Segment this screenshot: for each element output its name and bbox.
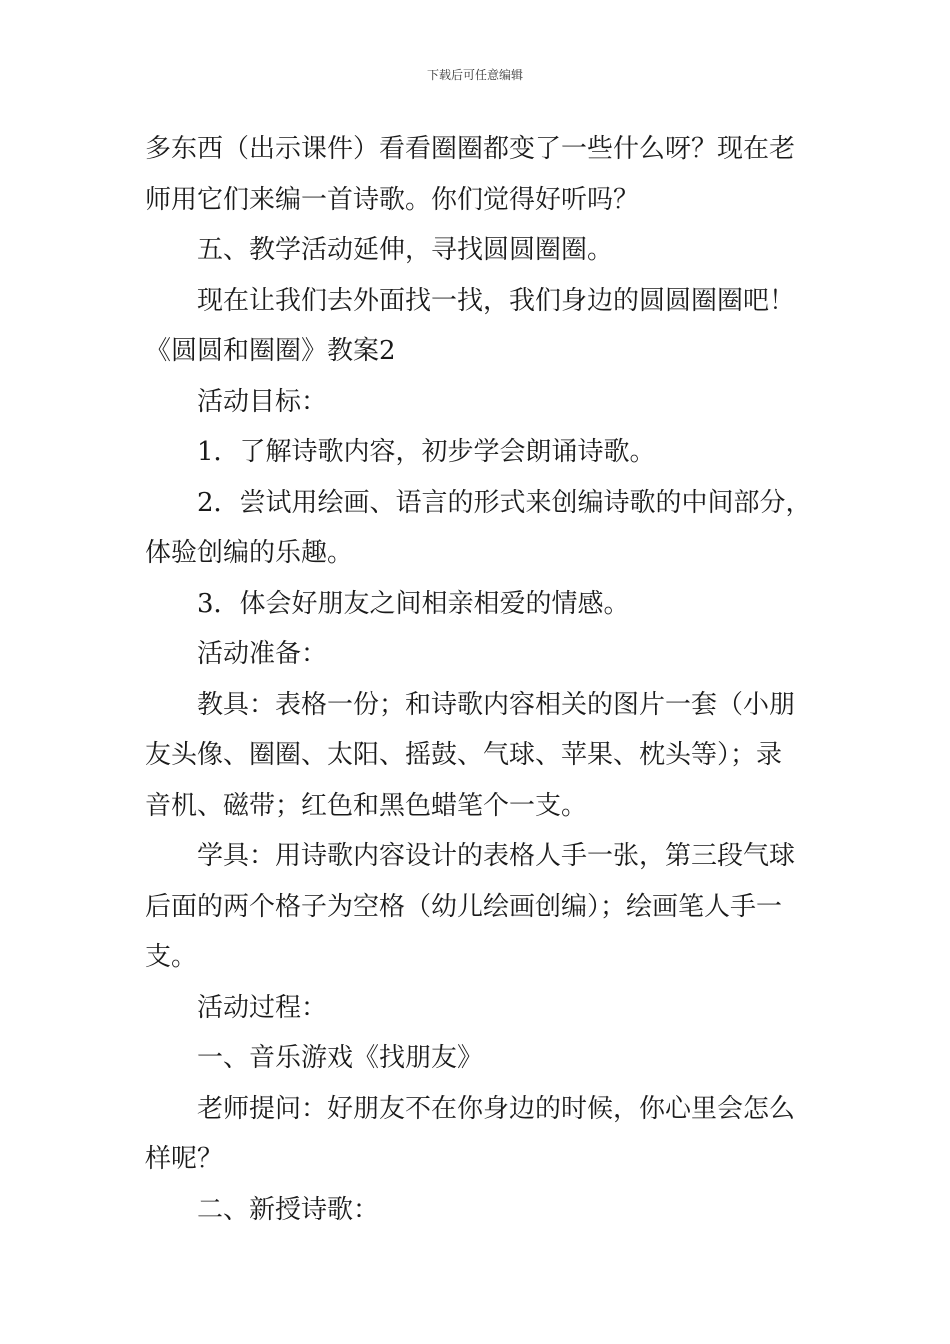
text-line: 样呢？ [145,1144,224,1174]
list-item: 1．了解诗歌内容，初步学会朗诵诗歌。 [197,437,656,467]
text-line: 现在让我们去外面找一找，我们身边的圆圆圈圈吧！ [197,285,796,316]
section-heading: 五、教学活动延伸，寻找圆圆圈圈。 [197,235,614,265]
section-heading: 活动目标： [197,386,328,417]
section-heading: 活动过程： [197,992,328,1023]
document-body [145,124,810,1235]
text-line: 多东西（出示课件）看看圈圈都变了一些什么呀？现在老 [145,134,796,164]
text-line: 体验创编的乐趣。 [145,538,354,568]
text-line: 支。 [145,942,198,972]
document-title: 《圆圆和圈圈》教案2 [145,336,396,366]
section-heading: 活动准备： [197,639,328,669]
text-line: 教具：表格一份；和诗歌内容相关的图片一套（小朋 [197,689,796,720]
list-item: 3．体会好朋友之间相亲相爱的情感。 [197,588,630,619]
page-header-note: 下载后可任意编辑 [426,68,523,82]
text-line: 学具：用诗歌内容设计的表格人手一张，第三段气球 [197,841,796,871]
text-line: 师用它们来编一首诗歌。你们觉得好听吗？ [145,184,640,215]
text-line: 友头像、圈圈、太阳、摇鼓、气球、苹果、枕头等）；录 [145,740,783,770]
list-item: 2．尝试用绘画、语言的形式来创编诗歌的中间部分， [197,487,812,518]
section-heading: 二、新授诗歌： [197,1194,380,1225]
text-line: 音机、磁带；红色和黑色蜡笔个一支。 [145,790,588,821]
section-heading: 一、音乐游戏《找朋友》 [197,1043,484,1073]
text-line: 老师提问：好朋友不在你身边的时候，你心里会怎么 [197,1093,796,1124]
text-line: 后面的两个格子为空格（幼儿绘画创编）；绘画笔人手一 [145,891,783,922]
